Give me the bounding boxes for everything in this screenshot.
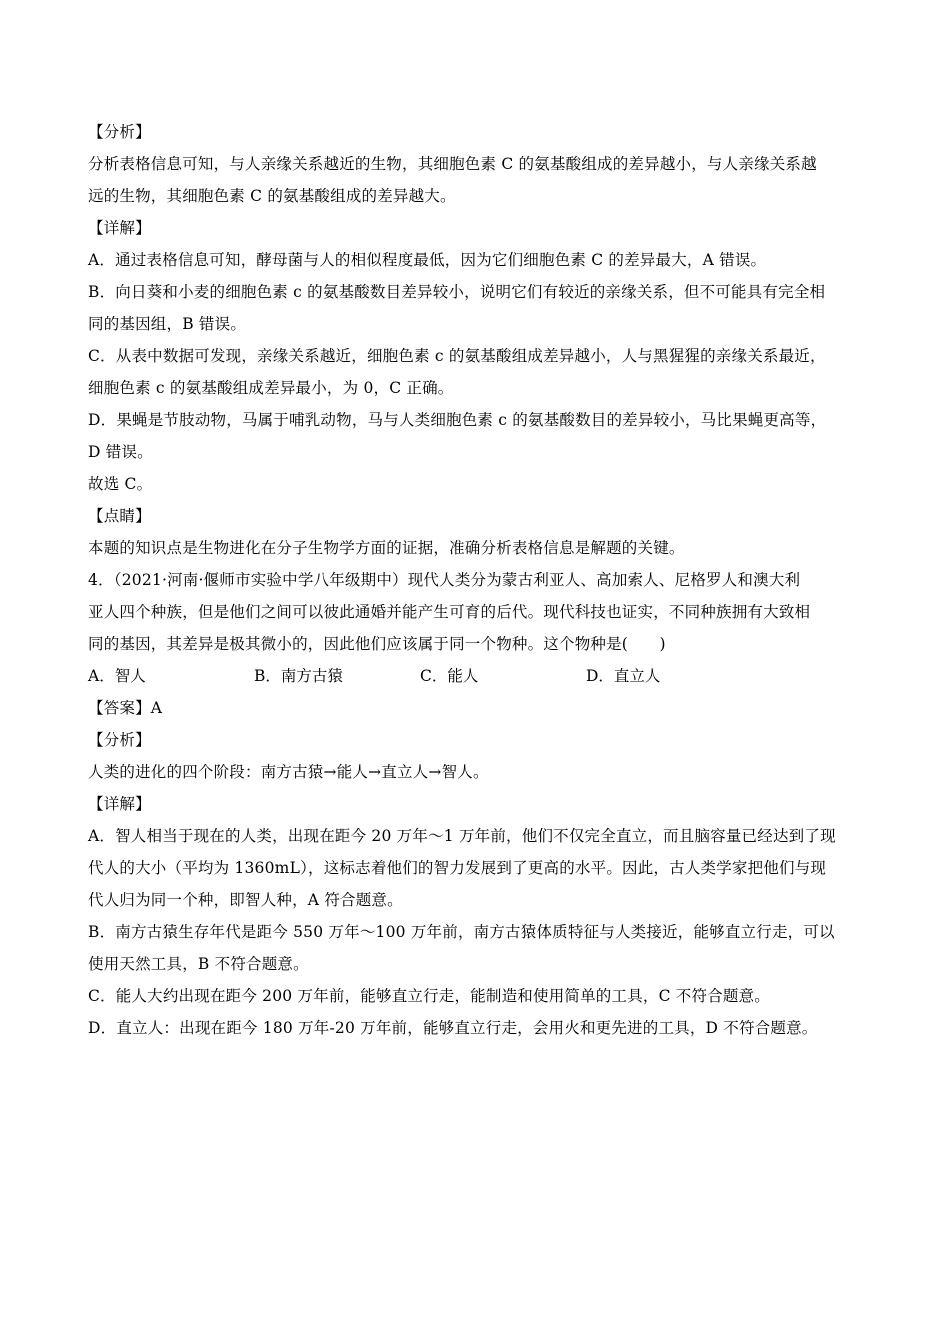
q4-option-a: A．智人 xyxy=(88,667,146,685)
q4-detail-heading: 【详解】 xyxy=(88,795,151,813)
q3-detail-line-2: B．向日葵和小麦的细胞色素 c 的氨基酸数目差异较小，说明它们有较近的亲缘关系，但不可能具有完全相 xyxy=(88,283,826,301)
q4-detail-line-1: A．智人相当于现在的人类，出现在距今 20 万年～1 万年前，他们不仅完全直立，而且脑容量已经达到了现 xyxy=(88,827,836,845)
q3-detail-line-4: C．从表中数据可发现，亲缘关系越近，细胞色素 c 的氨基酸组成差异越小，人与黑猩猩的亲缘关系最近， xyxy=(88,347,826,365)
q4-analysis-line: 人类的进化的四个阶段：南方古猿→能人→直立人→智人。 xyxy=(88,763,489,781)
q3-detail-line-3: 同的基因组，B 错误。 xyxy=(88,315,247,333)
q4-analysis-heading: 【分析】 xyxy=(88,731,151,749)
q4-option-c: C．能人 xyxy=(420,667,479,685)
q4-detail-line-2: 代人的大小（平均为 1360mL），这标志着他们的智力发展到了更高的水平。因此，古人类学家把他们与现 xyxy=(88,859,827,877)
q3-analysis-line-2: 远的生物，其细胞色素 C 的氨基酸组成的差异越大。 xyxy=(88,187,456,205)
q4-detail-line-7: D．直立人：出现在距今 180 万年-20 万年前，能够直立行走，会用火和更先进的工具，D 不符合题意。 xyxy=(88,1019,818,1037)
document-page xyxy=(88,116,868,1044)
q4-options xyxy=(88,660,868,692)
q4-option-d: D．直立人 xyxy=(586,667,661,685)
q3-comment-heading: 【点睛】 xyxy=(88,507,151,525)
q3-detail-line-7: D 错误。 xyxy=(88,443,153,461)
q4-detail-line-5: 使用天然工具，B 不符合题意。 xyxy=(88,955,309,973)
q3-comment-line: 本题的知识点是生物进化在分子生物学方面的证据，准确分析表格信息是解题的关键。 xyxy=(88,539,685,557)
q3-detail-line-6: D．果蝇是节肢动物，马属于哺乳动物，马与人类细胞色素 c 的氨基酸数目的差异较小，马比果蝇更高等， xyxy=(88,411,827,429)
q4-stem-line-2: 亚人四个种族，但是他们之间可以彼此通婚并能产生可育的后代。现代科技也证实，不同种族拥有大致相 xyxy=(88,603,811,621)
q3-analysis-line-1: 分析表格信息可知，与人亲缘关系越近的生物，其细胞色素 C 的氨基酸组成的差异越小，与人亲缘关系越 xyxy=(88,155,817,173)
q4-stem-line-1: 4．（2021·河南·偃师市实验中学八年级期中）现代人类分为蒙古利亚人、高加索人、尼格罗人和澳大利 xyxy=(88,571,801,589)
q4-detail-line-4: B．南方古猿生存年代是距今 550 万年～100 万年前，南方古猿体质特征与人类接近，能够直立行走，可以 xyxy=(88,923,835,941)
q4-detail-line-6: C．能人大约出现在距今 200 万年前，能够直立行走，能制造和使用简单的工具，C 不符合题意。 xyxy=(88,987,770,1005)
q4-detail-line-3: 代人归为同一个种，即智人种，A 符合题意。 xyxy=(88,891,403,909)
q3-analysis-heading: 【分析】 xyxy=(88,123,151,141)
q4-option-b: B．南方古猿 xyxy=(254,667,343,685)
q3-detail-heading: 【详解】 xyxy=(88,219,151,237)
q4-stem-line-3: 同的基因，其差异是极其微小的，因此他们应该属于同一个物种。这个物种是( ) xyxy=(88,635,666,653)
q3-detail-line-8: 故选 C。 xyxy=(88,475,153,493)
q3-detail-line-5: 细胞色素 c 的氨基酸组成差异最小，为 0，C 正确。 xyxy=(88,379,454,397)
q4-answer: 【答案】A xyxy=(88,699,163,717)
q3-detail-line-1: A．通过表格信息可知，酵母菌与人的相似程度最低，因为它们细胞色素 C 的差异最大，A 错误。 xyxy=(88,251,767,269)
